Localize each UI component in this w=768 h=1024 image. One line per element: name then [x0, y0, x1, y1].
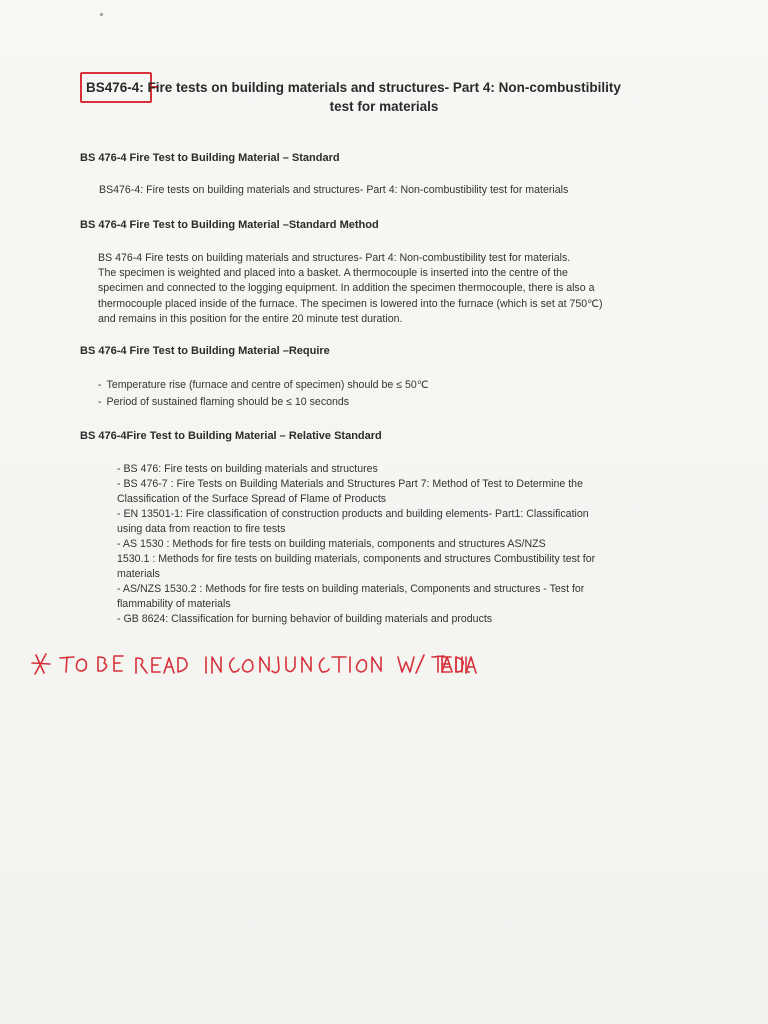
- list-item: - BS 476: Fire tests on building materials and structures: [117, 463, 378, 475]
- list-item: - Period of sustained flaming should be ≤ 10 seconds: [98, 396, 350, 408]
- list-item: - AS/NZS 1530.2 : Methods for fire tests on building materials, Components and structures - Test for: [117, 583, 585, 595]
- section-heading-relative-standard: BS 476-4Fire Test to Building Material – Relative Standard: [80, 430, 382, 442]
- method-line: BS 476-4 Fire tests on building materials and structures- Part 4: Non-combustibility test for materials.: [98, 252, 571, 264]
- method-line: thermocouple placed inside of the furnace. The specimen is lowered into the furnace (which is set at 750℃): [98, 297, 603, 310]
- method-line: specimen and connected to the logging equipment. In addition the specimen thermocouple, there is also a: [98, 282, 595, 295]
- title-line-1: [86, 80, 621, 95]
- title-prefix: BS476-4:: [86, 80, 144, 95]
- list-item: - AS 1530 : Methods for fire tests on building materials, components and structures AS/NZS: [117, 538, 546, 550]
- require-item-text: Period of sustained flaming should be ≤ 10 seconds: [106, 396, 350, 408]
- list-item-continuation: using data from reaction to fire tests: [117, 523, 286, 535]
- require-item-text: Temperature rise (furnace and centre of specimen) should be ≤ 50℃: [106, 379, 429, 391]
- list-item-continuation: flammability of materials: [117, 598, 231, 610]
- list-item-continuation: Classification of the Surface Spread of Flame of Products: [117, 493, 387, 505]
- section-heading-require: BS 476-4 Fire Test to Building Material –Require: [80, 345, 330, 357]
- list-item: - GB 8624: Classification for burning behavior of building materials and products: [117, 613, 493, 625]
- scan-speck: [100, 13, 103, 16]
- section-heading-method: BS 476-4 Fire Test to Building Material –Standard Method: [80, 219, 379, 231]
- method-line: and remains in this position for the entire 20 minute test duration.: [98, 312, 403, 325]
- relative-standard-list: [117, 462, 737, 627]
- handwritten-note: [30, 645, 470, 685]
- list-item-continuation: 1530.1 : Methods for fire tests on building materials, components and structures Combustibility test for: [117, 553, 596, 565]
- require-list: [98, 378, 429, 410]
- list-item: - BS 476-7 : Fire Tests on Building Materials and Structures Part 7: Method of Test to Determine the: [117, 478, 583, 490]
- title-line-2: test for materials: [329, 99, 439, 114]
- section-heading-standard: BS 476-4 Fire Test to Building Material – Standard: [80, 152, 340, 164]
- title-text: Fire tests on building materials and structures- Part 4: Non-combustibility: [143, 80, 621, 95]
- section-body-method: [98, 251, 738, 327]
- list-item: - EN 13501-1: Fire classification of construction products and building elements- Part1: Classification: [117, 508, 589, 520]
- list-item-continuation: materials: [117, 568, 160, 580]
- method-line: The specimen is weighted and placed into a basket. A thermocouple is inserted into the centre of the: [98, 267, 568, 280]
- handwritten-note-tail: [440, 645, 530, 685]
- section-body-standard: BS476-4: Fire tests on building materials and structures- Part 4: Non-combustibility test for materials: [99, 184, 569, 196]
- list-item: - Temperature rise (furnace and centre of specimen) should be ≤ 50℃: [98, 379, 429, 391]
